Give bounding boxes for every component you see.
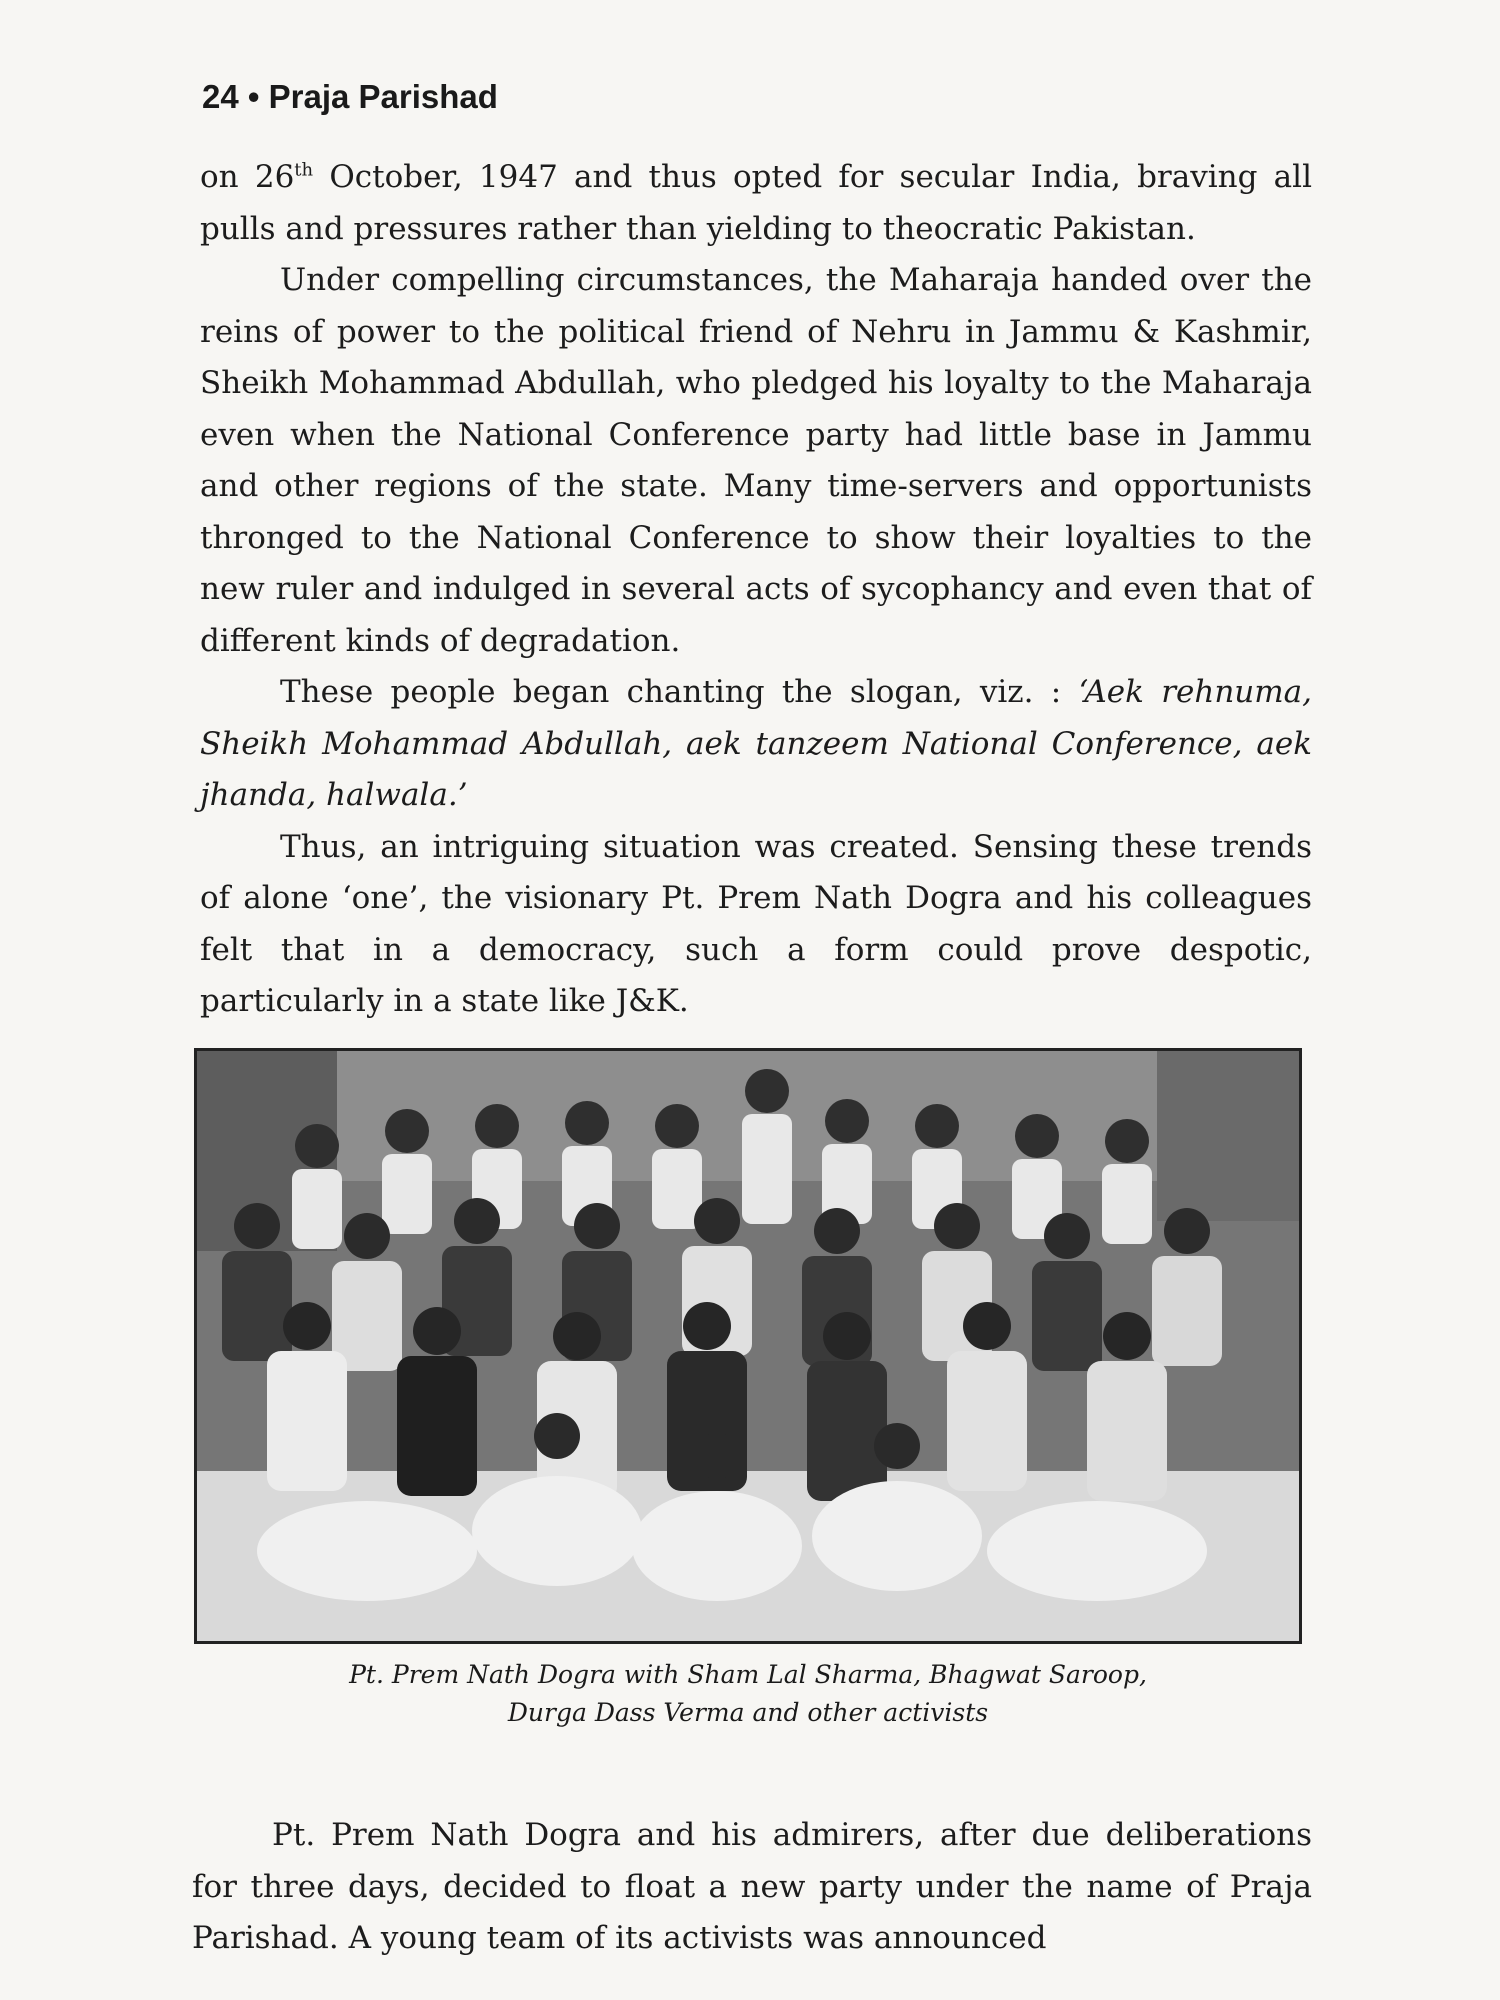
- header-separator: •: [247, 78, 260, 115]
- photo-caption: [194, 1656, 1302, 1732]
- book-title: Praja Parishad: [268, 78, 498, 115]
- body-text-bottom: [192, 1810, 1312, 1965]
- body-text-top: [200, 152, 1312, 1028]
- group-photograph: [194, 1048, 1302, 1644]
- paragraph-4: Thus, an intriguing situation was created. Sensing these trends of alone ‘one’, the visionary Pt. Prem Nath Dogra and his colleagues felt that in a democracy, such a form could prove despotic, particularly in a state like J&K.: [200, 828, 1312, 1019]
- group-photo-illustration: [197, 1051, 1299, 1641]
- paragraph-1: on 26th October, 1947 and thus opted for secular India, braving all pulls and pressures rather than yielding to theocratic Pakistan.: [200, 159, 1312, 247]
- paragraph-2: Under compelling circumstances, the Maharaja handed over the reins of power to the political friend of Nehru in Jammu & Kashmir, Sheikh Mohammad Abdullah, who pledged his loyalty to the Maharaja even when the National Conference party had little base in Jammu and other regions of the state. Many time-servers and opportunists thronged to the National Conference to show their loyalties to the new ruler and indulged in several acts of sycophancy and even that of different kinds of degradation.: [200, 262, 1312, 659]
- caption-line-2: Durga Dass Verma and other activists: [507, 1698, 989, 1727]
- caption-line-1: Pt. Prem Nath Dogra with Sham Lal Sharma, Bhagwat Saroop,: [349, 1660, 1147, 1689]
- paragraph-5: Pt. Prem Nath Dogra and his admirers, after due deliberations for three days, decided to float a new party under the name of Praja Parishad. A young team of its activists was announced: [192, 1817, 1312, 1956]
- paragraph-3: These people began chanting the slogan, viz. : ‘Aek rehnuma, Sheikh Mohammad Abdullah, aek tanzeem National Conference, aek jhanda, halwala.’: [200, 674, 1312, 813]
- slogan-quote: ‘Aek rehnuma, Sheikh Mohammad Abdullah, aek tanzeem National Conference, aek jhanda, halwala.’: [200, 674, 1312, 813]
- running-header: [202, 78, 498, 116]
- page-number: 24: [202, 78, 239, 115]
